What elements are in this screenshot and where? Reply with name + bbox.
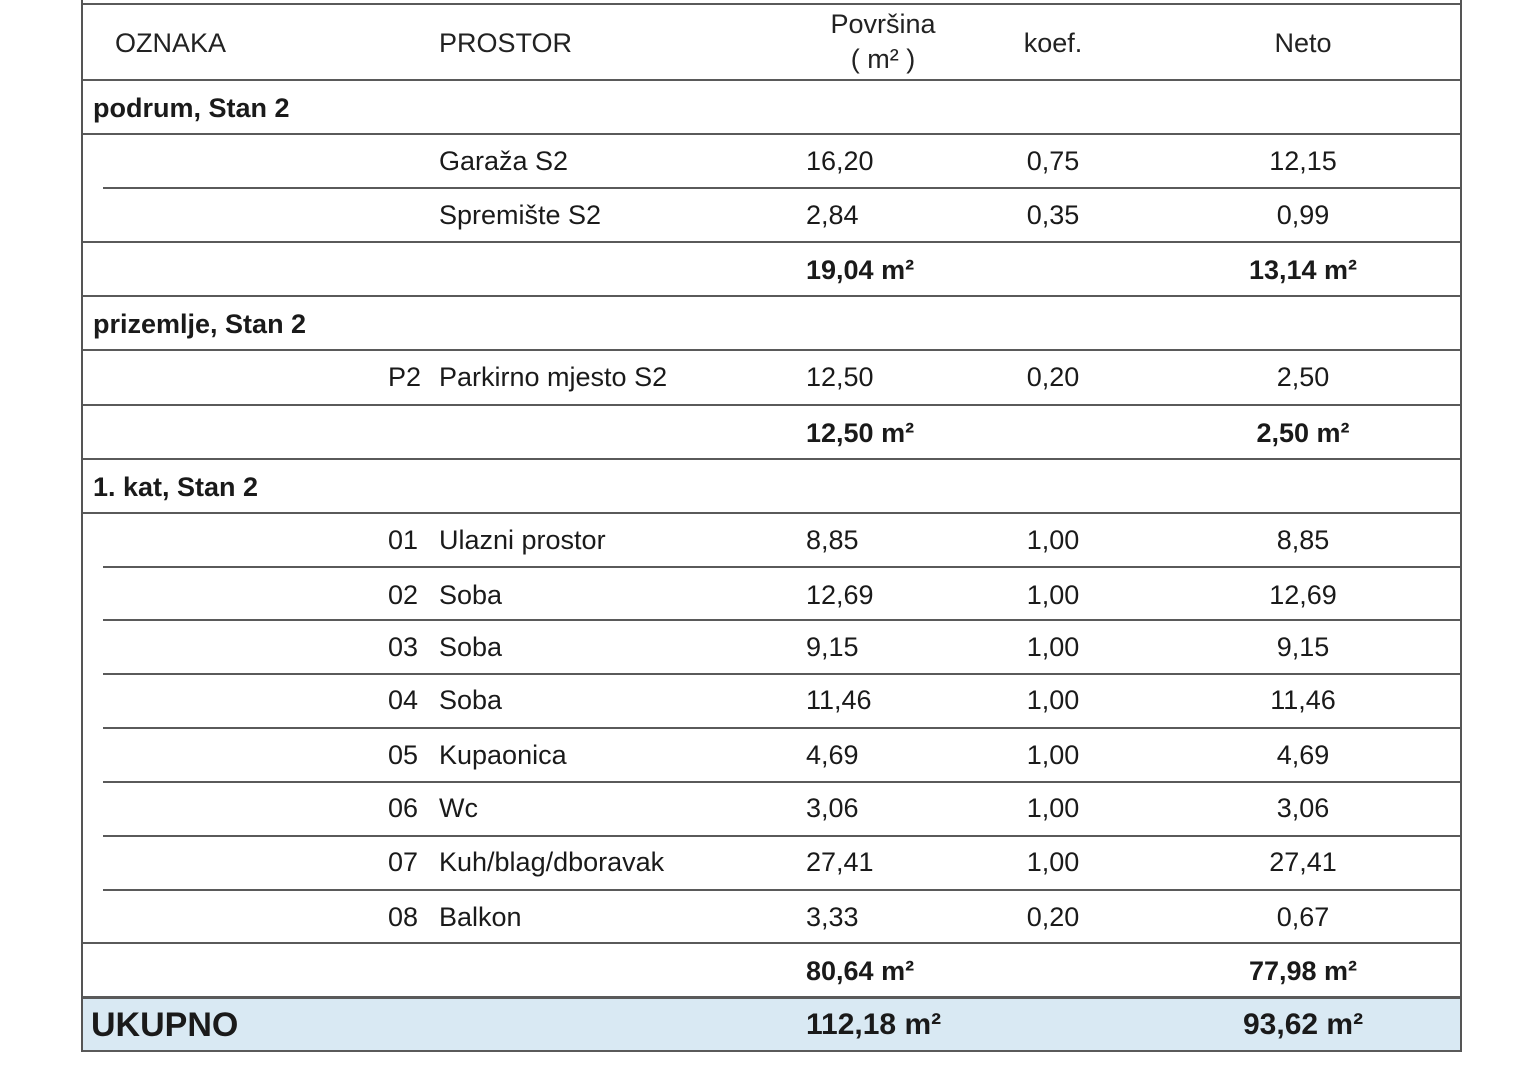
cell-oznaka: P2 bbox=[388, 362, 422, 392]
cell-oznaka: 05 bbox=[388, 740, 419, 770]
cell-povrsina: 3,33 bbox=[806, 902, 859, 932]
cell-prostor: Ulazni prostor bbox=[439, 525, 606, 555]
cell-povrsina: 12,50 bbox=[806, 362, 874, 392]
cell-povrsina: 3,06 bbox=[806, 793, 859, 823]
cell-oznaka: 07 bbox=[388, 847, 419, 877]
cell-prostor: Parkirno mjesto S2 bbox=[439, 362, 668, 392]
cell-prostor: Soba bbox=[439, 685, 503, 715]
table-row bbox=[83, 837, 1460, 890]
cell-oznaka: 06 bbox=[388, 793, 419, 823]
subtotal-row bbox=[83, 243, 1460, 295]
cell-oznaka: 08 bbox=[388, 902, 419, 932]
header-oznaka: OZNAKA bbox=[115, 28, 227, 58]
table-row bbox=[83, 189, 1460, 241]
header-koef: koef. bbox=[1023, 28, 1083, 58]
cell-neto: 11,46 bbox=[1270, 685, 1336, 715]
cell-neto: 9,15 bbox=[1276, 632, 1330, 662]
cell-prostor: Soba bbox=[439, 580, 503, 610]
area-table bbox=[81, 0, 1462, 1052]
cell-prostor: Balkon bbox=[439, 902, 522, 932]
header-prostor: PROSTOR bbox=[439, 28, 573, 58]
section-title: prizemlje, Stan 2 bbox=[93, 309, 307, 339]
cell-povrsina: 27,41 bbox=[806, 847, 874, 877]
cell-neto: 27,41 bbox=[1269, 847, 1337, 877]
subtotal-neto: 77,98 m² bbox=[1248, 956, 1358, 986]
section-title-row bbox=[83, 297, 1460, 350]
cell-koef: 1,00 bbox=[1026, 740, 1080, 770]
cell-neto: 0,99 bbox=[1276, 200, 1330, 230]
table-row bbox=[83, 783, 1460, 836]
cell-povrsina: 16,20 bbox=[806, 146, 874, 176]
cell-koef: 1,00 bbox=[1026, 847, 1080, 877]
subtotal-povrsina: 12,50 m² bbox=[806, 418, 915, 448]
table-header bbox=[83, 5, 1460, 80]
header-povrsina-label: Površina bbox=[830, 9, 936, 39]
header-povrsina bbox=[818, 11, 948, 73]
cell-neto: 4,69 bbox=[1276, 740, 1330, 770]
table-row bbox=[83, 514, 1460, 567]
cell-prostor: Kupaonica bbox=[439, 740, 567, 770]
total-povrsina: 112,18 m² bbox=[806, 1008, 942, 1041]
total-neto: 93,62 m² bbox=[1243, 1008, 1364, 1041]
cell-oznaka: 04 bbox=[388, 685, 419, 715]
cell-povrsina: 9,15 bbox=[806, 632, 859, 662]
cell-koef: 1,00 bbox=[1026, 793, 1080, 823]
table-row bbox=[83, 729, 1460, 782]
cell-neto: 0,67 bbox=[1276, 902, 1330, 932]
cell-koef: 0,35 bbox=[1026, 200, 1080, 230]
cell-koef: 0,20 bbox=[1026, 362, 1080, 392]
section-title: 1. kat, Stan 2 bbox=[93, 472, 259, 502]
total-label: UKUPNO bbox=[91, 1006, 239, 1044]
table-row bbox=[83, 675, 1460, 728]
subtotal-povrsina: 19,04 m² bbox=[806, 255, 915, 285]
header-neto: Neto bbox=[1274, 28, 1332, 58]
cell-neto: 8,85 bbox=[1276, 525, 1330, 555]
header-povrsina-unit: ( m² ) bbox=[850, 44, 916, 74]
cell-oznaka: 01 bbox=[388, 525, 419, 555]
cell-koef: 1,00 bbox=[1026, 632, 1080, 662]
cell-povrsina: 8,85 bbox=[806, 525, 859, 555]
subtotal-neto: 2,50 m² bbox=[1256, 418, 1350, 448]
table-row bbox=[83, 351, 1460, 404]
cell-oznaka: 02 bbox=[388, 580, 419, 610]
table-row bbox=[83, 568, 1460, 621]
table-bottom-rule bbox=[83, 1050, 1460, 1052]
table-row bbox=[83, 621, 1460, 674]
cell-koef: 1,00 bbox=[1026, 685, 1080, 715]
cell-neto: 12,69 bbox=[1269, 580, 1337, 610]
subtotal-povrsina: 80,64 m² bbox=[806, 956, 915, 986]
cell-oznaka: 03 bbox=[388, 632, 419, 662]
cell-povrsina: 12,69 bbox=[806, 580, 874, 610]
cell-neto: 12,15 bbox=[1269, 146, 1337, 176]
subtotal-neto: 13,14 m² bbox=[1248, 255, 1358, 285]
cell-prostor: Kuh/blag/dboravak bbox=[439, 847, 665, 877]
cell-prostor: Soba bbox=[439, 632, 503, 662]
subtotal-row bbox=[83, 944, 1460, 996]
table-row bbox=[83, 135, 1460, 188]
cell-koef: 0,75 bbox=[1026, 146, 1080, 176]
cell-prostor: Garaža S2 bbox=[439, 146, 569, 176]
table-row bbox=[83, 891, 1460, 943]
cell-povrsina: 4,69 bbox=[806, 740, 859, 770]
section-title-row bbox=[83, 81, 1460, 134]
cell-povrsina: 11,46 bbox=[806, 685, 872, 715]
cell-koef: 1,00 bbox=[1026, 580, 1080, 610]
subtotal-row bbox=[83, 406, 1460, 458]
section-title-row bbox=[83, 460, 1460, 513]
cell-neto: 2,50 bbox=[1276, 362, 1330, 392]
cell-koef: 0,20 bbox=[1026, 902, 1080, 932]
cell-neto: 3,06 bbox=[1276, 793, 1330, 823]
cell-povrsina: 2,84 bbox=[806, 200, 859, 230]
cell-prostor: Spremište S2 bbox=[439, 200, 602, 230]
cell-koef: 1,00 bbox=[1026, 525, 1080, 555]
total-row bbox=[83, 999, 1460, 1050]
section-title: podrum, Stan 2 bbox=[93, 93, 290, 123]
cell-prostor: Wc bbox=[439, 793, 478, 823]
